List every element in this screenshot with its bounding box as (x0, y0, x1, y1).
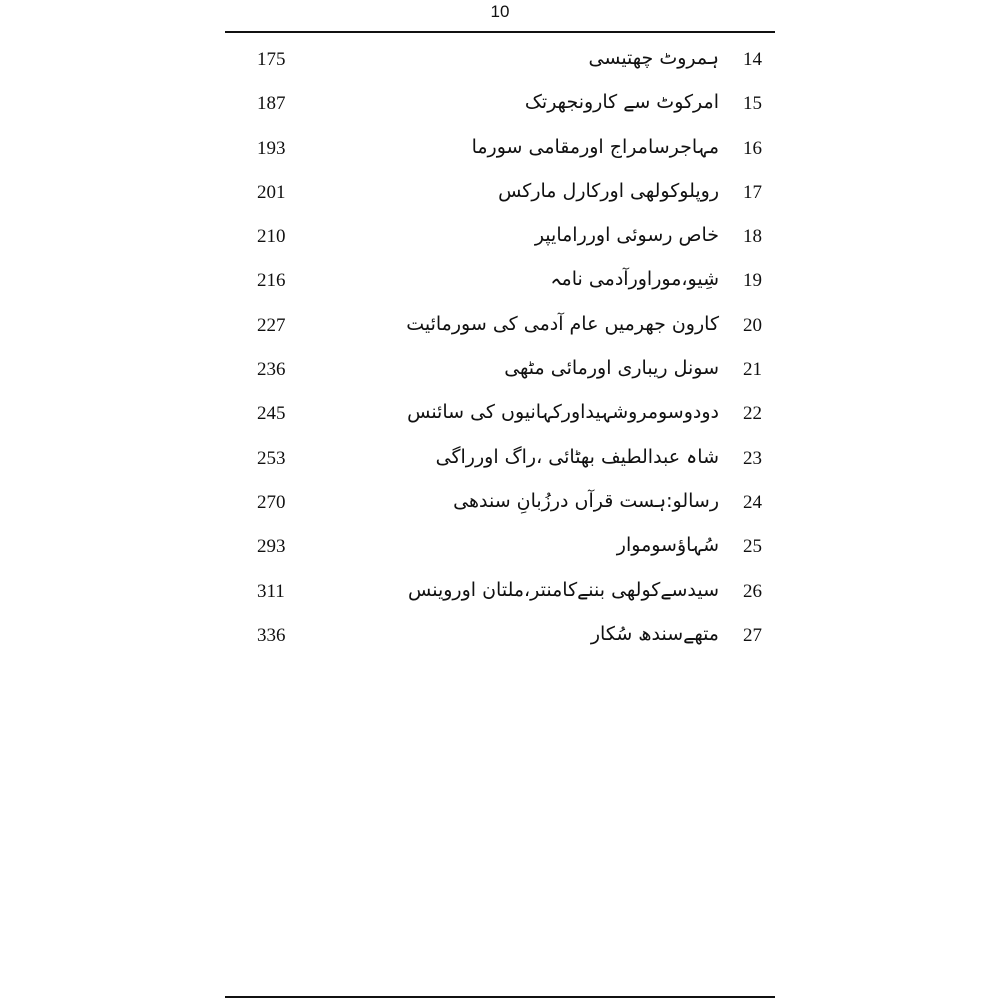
toc-page-number: 193 (257, 137, 286, 159)
toc-chapter-title: متھےسندھ سُکار (590, 622, 719, 645)
toc-row (225, 42, 775, 86)
toc-chapter-title: شاہ عبدالطیف بھٹائی ،راگ اورراگی (435, 445, 719, 468)
footer-rule (225, 996, 775, 998)
toc-chapter-number: 26 (743, 580, 762, 602)
toc-row (225, 574, 775, 618)
page-number: 10 (490, 2, 510, 21)
toc-chapter-title: روپلوکولھی اورکارل مارکس (498, 179, 719, 202)
toc-chapter-title: ہمروٹ چھتیسی (588, 47, 719, 69)
toc-page-number: 175 (257, 49, 286, 70)
toc-chapter-number: 15 (743, 93, 762, 115)
toc-chapter-number: 19 (743, 270, 762, 292)
toc-row (225, 485, 775, 529)
toc-chapter-title: دودوسومروشہیداورکہانیوں کی سائنس (407, 401, 719, 424)
toc-chapter-title: کارون جھرمیں عام آدمی کی سورمائیت (406, 312, 719, 335)
toc-chapter-title: سیدسےکولھی بننےکامنتر،ملتان اوروینس (408, 578, 719, 601)
toc-chapter-number: 17 (743, 181, 762, 203)
toc-page-number: 253 (257, 447, 286, 469)
toc-page-number: 293 (257, 536, 286, 558)
toc-chapter-number: 27 (743, 624, 762, 646)
toc-chapter-number: 24 (743, 491, 762, 513)
toc-page-number: 227 (257, 314, 286, 336)
toc-page-number: 201 (257, 181, 286, 203)
toc-chapter-title: امرکوٹ سے کارونجھرتک (524, 91, 719, 114)
toc-chapter-number: 21 (743, 359, 762, 381)
toc-row (225, 618, 775, 662)
toc-row (225, 308, 775, 352)
toc-chapter-title: سُہاؤسوموار (616, 534, 719, 557)
toc-row (225, 352, 775, 396)
toc-chapter-title: خاص رسوئی اوررامایپر (534, 224, 719, 247)
toc-chapter-title: سونل ریباری اورمائی مٹھی (504, 357, 719, 380)
table-of-contents (225, 42, 775, 662)
toc-chapter-number: 14 (743, 49, 762, 70)
toc-row (225, 396, 775, 440)
toc-chapter-number: 20 (743, 314, 762, 336)
toc-page-number: 236 (257, 359, 286, 381)
toc-row (225, 529, 775, 573)
toc-page-number: 270 (257, 491, 286, 513)
toc-page-number: 187 (257, 93, 286, 115)
toc-page-number: 210 (257, 226, 286, 248)
toc-chapter-number: 16 (743, 137, 762, 159)
toc-row (225, 219, 775, 263)
toc-chapter-title: مہاجرسامراج اورمقامی سورما (471, 135, 719, 158)
toc-chapter-number: 22 (743, 403, 762, 425)
toc-row (225, 131, 775, 175)
toc-page-number: 216 (257, 270, 286, 292)
toc-chapter-number: 23 (743, 447, 762, 469)
toc-page-number: 311 (257, 580, 285, 602)
toc-chapter-number: 18 (743, 226, 762, 248)
header-rule (225, 31, 775, 33)
toc-page-number: 336 (257, 624, 286, 646)
toc-row (225, 263, 775, 307)
toc-row (225, 86, 775, 130)
toc-page-number: 245 (257, 403, 286, 425)
toc-row (225, 441, 775, 485)
toc-chapter-title: رسالو:ہست قرآں درزُبانِ سندھی (453, 489, 719, 512)
toc-chapter-number: 25 (743, 536, 762, 558)
toc-row (225, 175, 775, 219)
toc-chapter-title: شِیو،موراورآدمی نامہ (550, 268, 719, 291)
